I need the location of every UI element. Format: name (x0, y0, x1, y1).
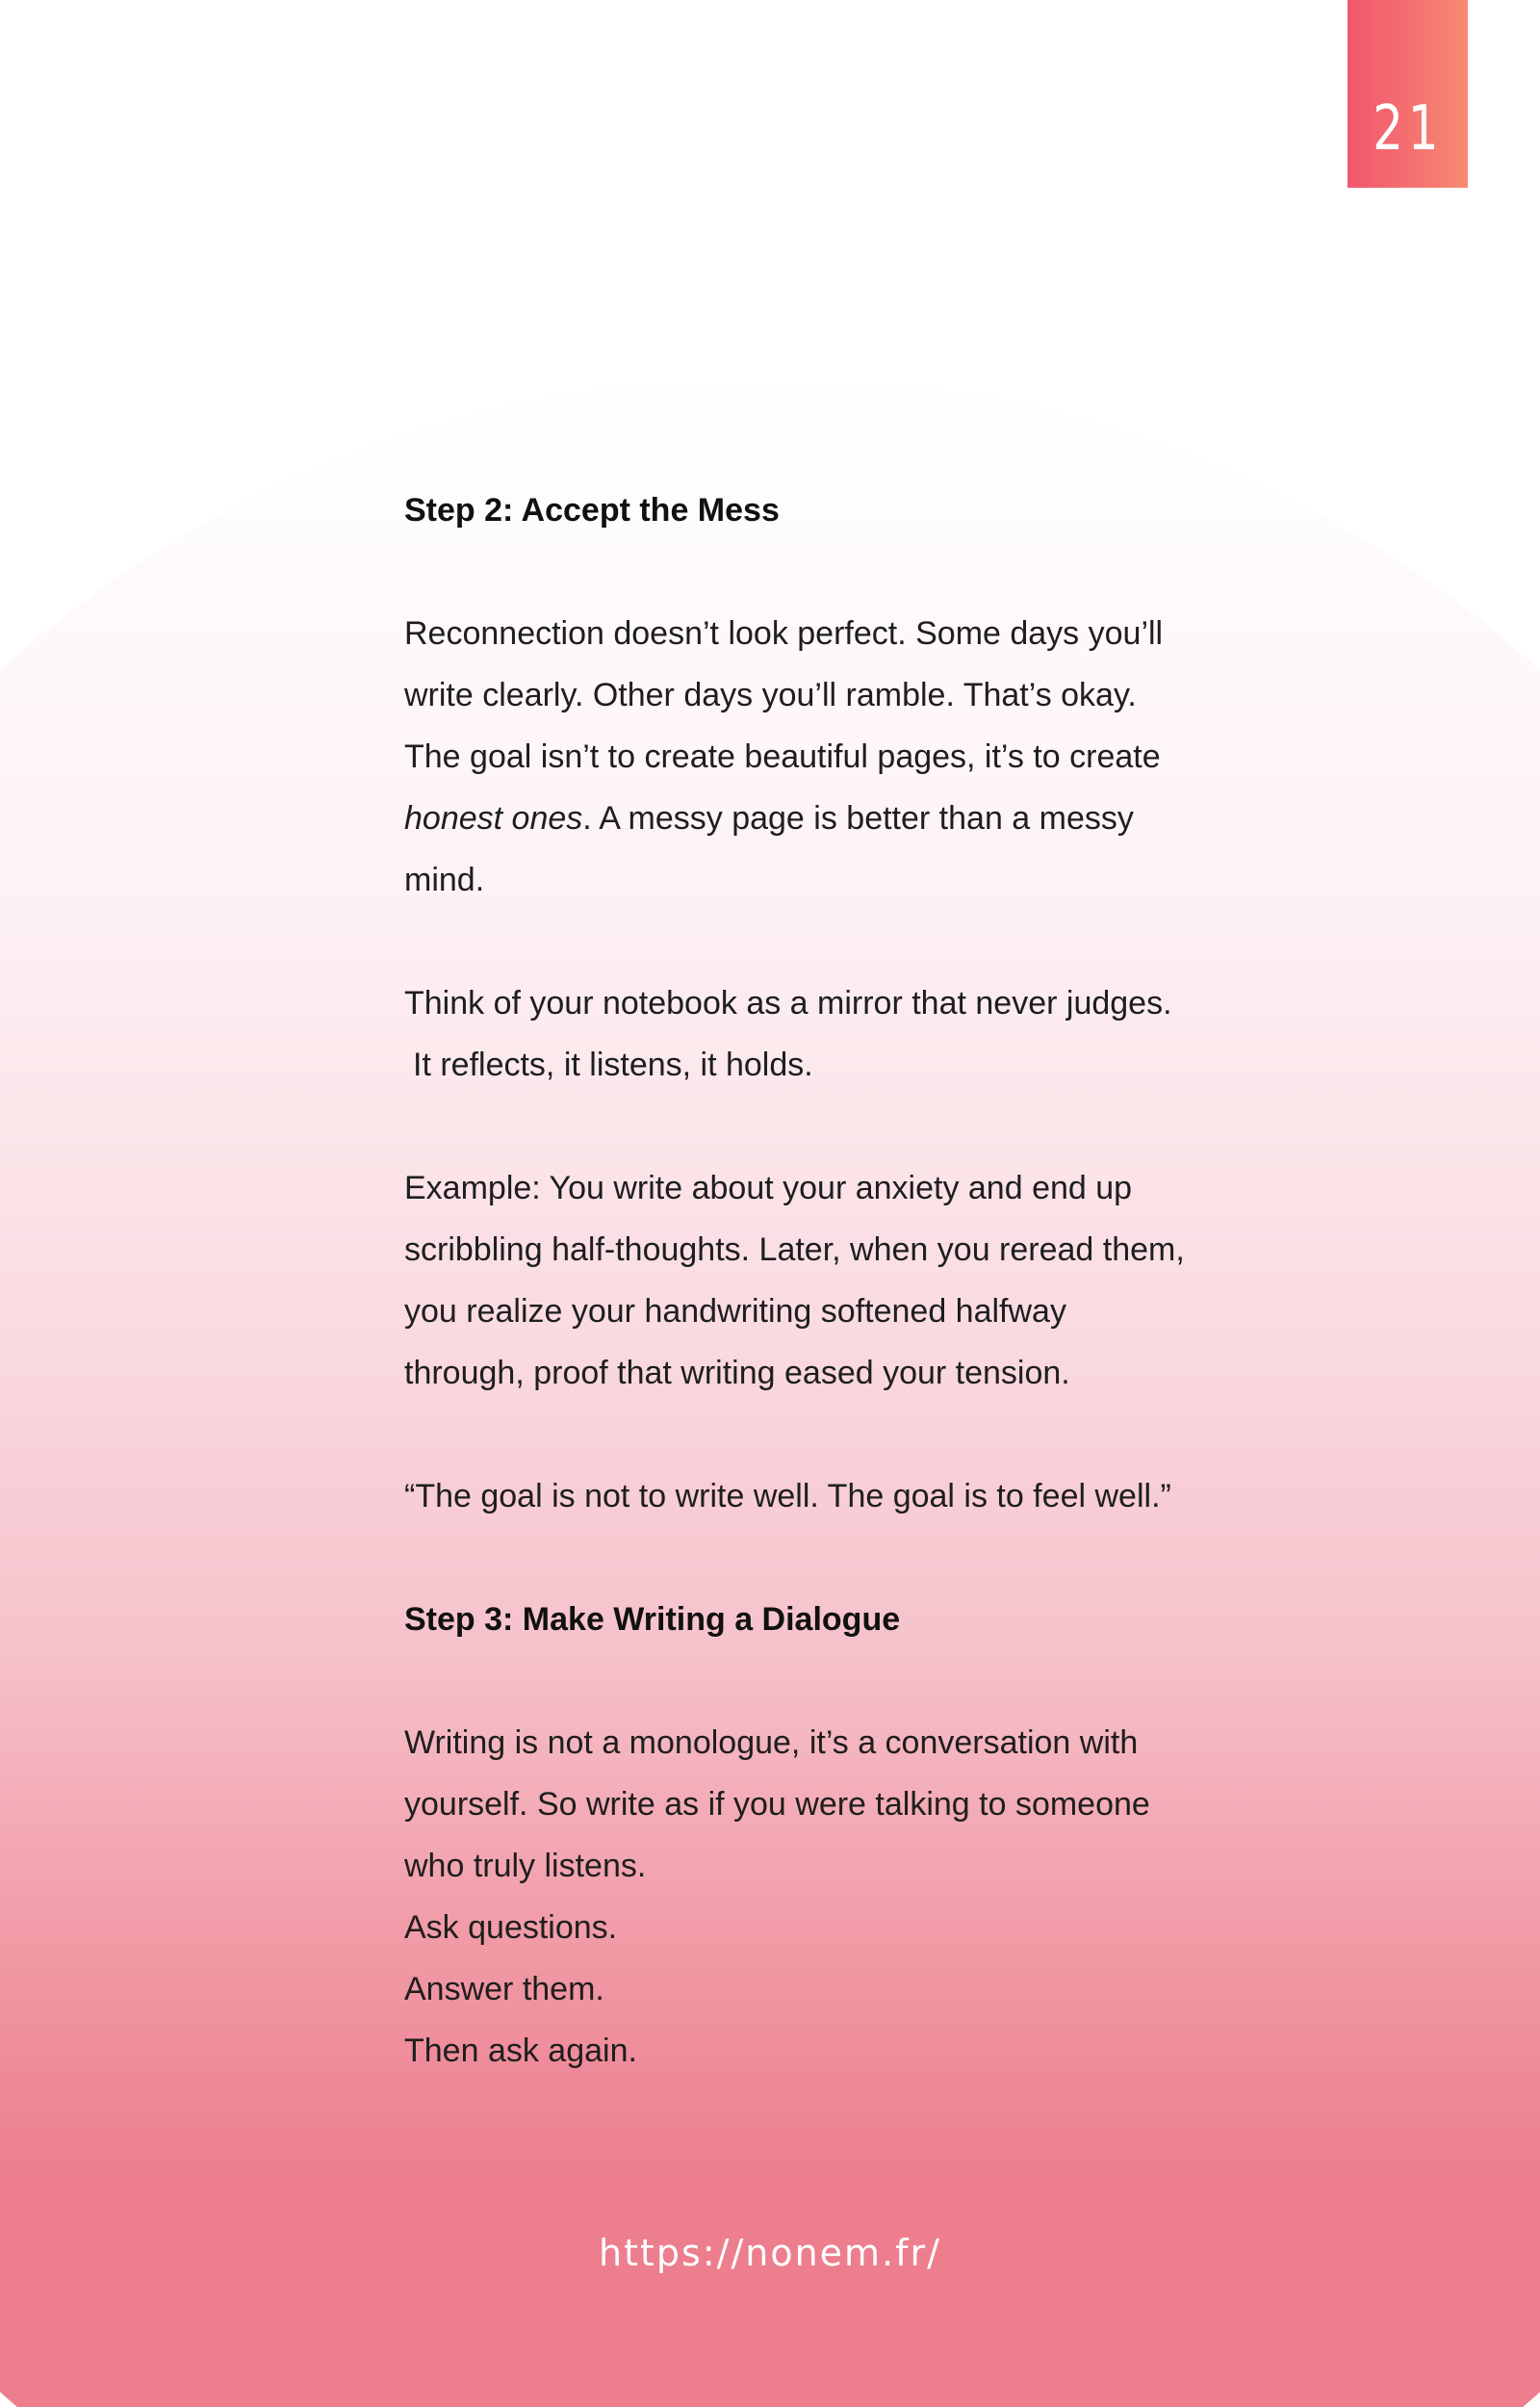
emphasis-honest-ones: honest ones (404, 800, 583, 837)
page-number-tab (1348, 0, 1468, 188)
step3-p1-line4: Ask questions. (404, 1909, 618, 1946)
step3-heading: Step 3: Make Writing a Dialogue (404, 1601, 901, 1638)
footer-url-link[interactable]: https://nonem.fr/ (599, 2232, 941, 2274)
step2-p1-line3: The goal isn’t to create beautiful pages, it’s to create (404, 738, 1161, 775)
page-number: 21 (1373, 93, 1443, 165)
step2-p2-line2: It reflects, it listens, it holds. (413, 1047, 813, 1083)
step3-p1-line1: Writing is not a monologue, it’s a conversation with (404, 1724, 1139, 1761)
spacer (404, 911, 1328, 972)
step2-p1-line2: write clearly. Other days you’ll ramble. That’s okay. (404, 677, 1137, 713)
spacer (404, 1527, 1328, 1589)
step2-p1-line4-rest: . A messy page is better than a messy (582, 800, 1134, 837)
spacer (404, 541, 1328, 603)
step3-p1-line2: yourself. So write as if you were talking to someone (404, 1786, 1150, 1823)
spacer (404, 1650, 1328, 1712)
step2-p1-line5: mind. (404, 862, 485, 898)
step3-p1-line6: Then ask again. (404, 2032, 637, 2069)
step2-p1-line4 (404, 788, 1328, 849)
step2-p2-line1: Think of your notebook as a mirror that never judges. (404, 985, 1172, 1022)
step2-p3-line2: scribbling half-thoughts. Later, when you reread them, (404, 1231, 1185, 1268)
step3-p1-line3: who truly listens. (404, 1848, 647, 1884)
spacer (404, 1404, 1328, 1465)
step3-p1-line5: Answer them. (404, 1971, 604, 2007)
body-content (404, 479, 1328, 2082)
step2-p3-line4: through, proof that writing eased your tension. (404, 1355, 1070, 1391)
step2-p1-line1: Reconnection doesn’t look perfect. Some days you’ll (404, 615, 1164, 652)
spacer (404, 1096, 1328, 1157)
step2-quote: “The goal is not to write well. The goal is to feel well.” (404, 1478, 1171, 1514)
step2-heading: Step 2: Accept the Mess (404, 492, 780, 529)
step2-p3-line3: you realize your handwriting softened halfway (404, 1293, 1066, 1330)
step2-p3-line1: Example: You write about your anxiety and end up (404, 1170, 1133, 1206)
